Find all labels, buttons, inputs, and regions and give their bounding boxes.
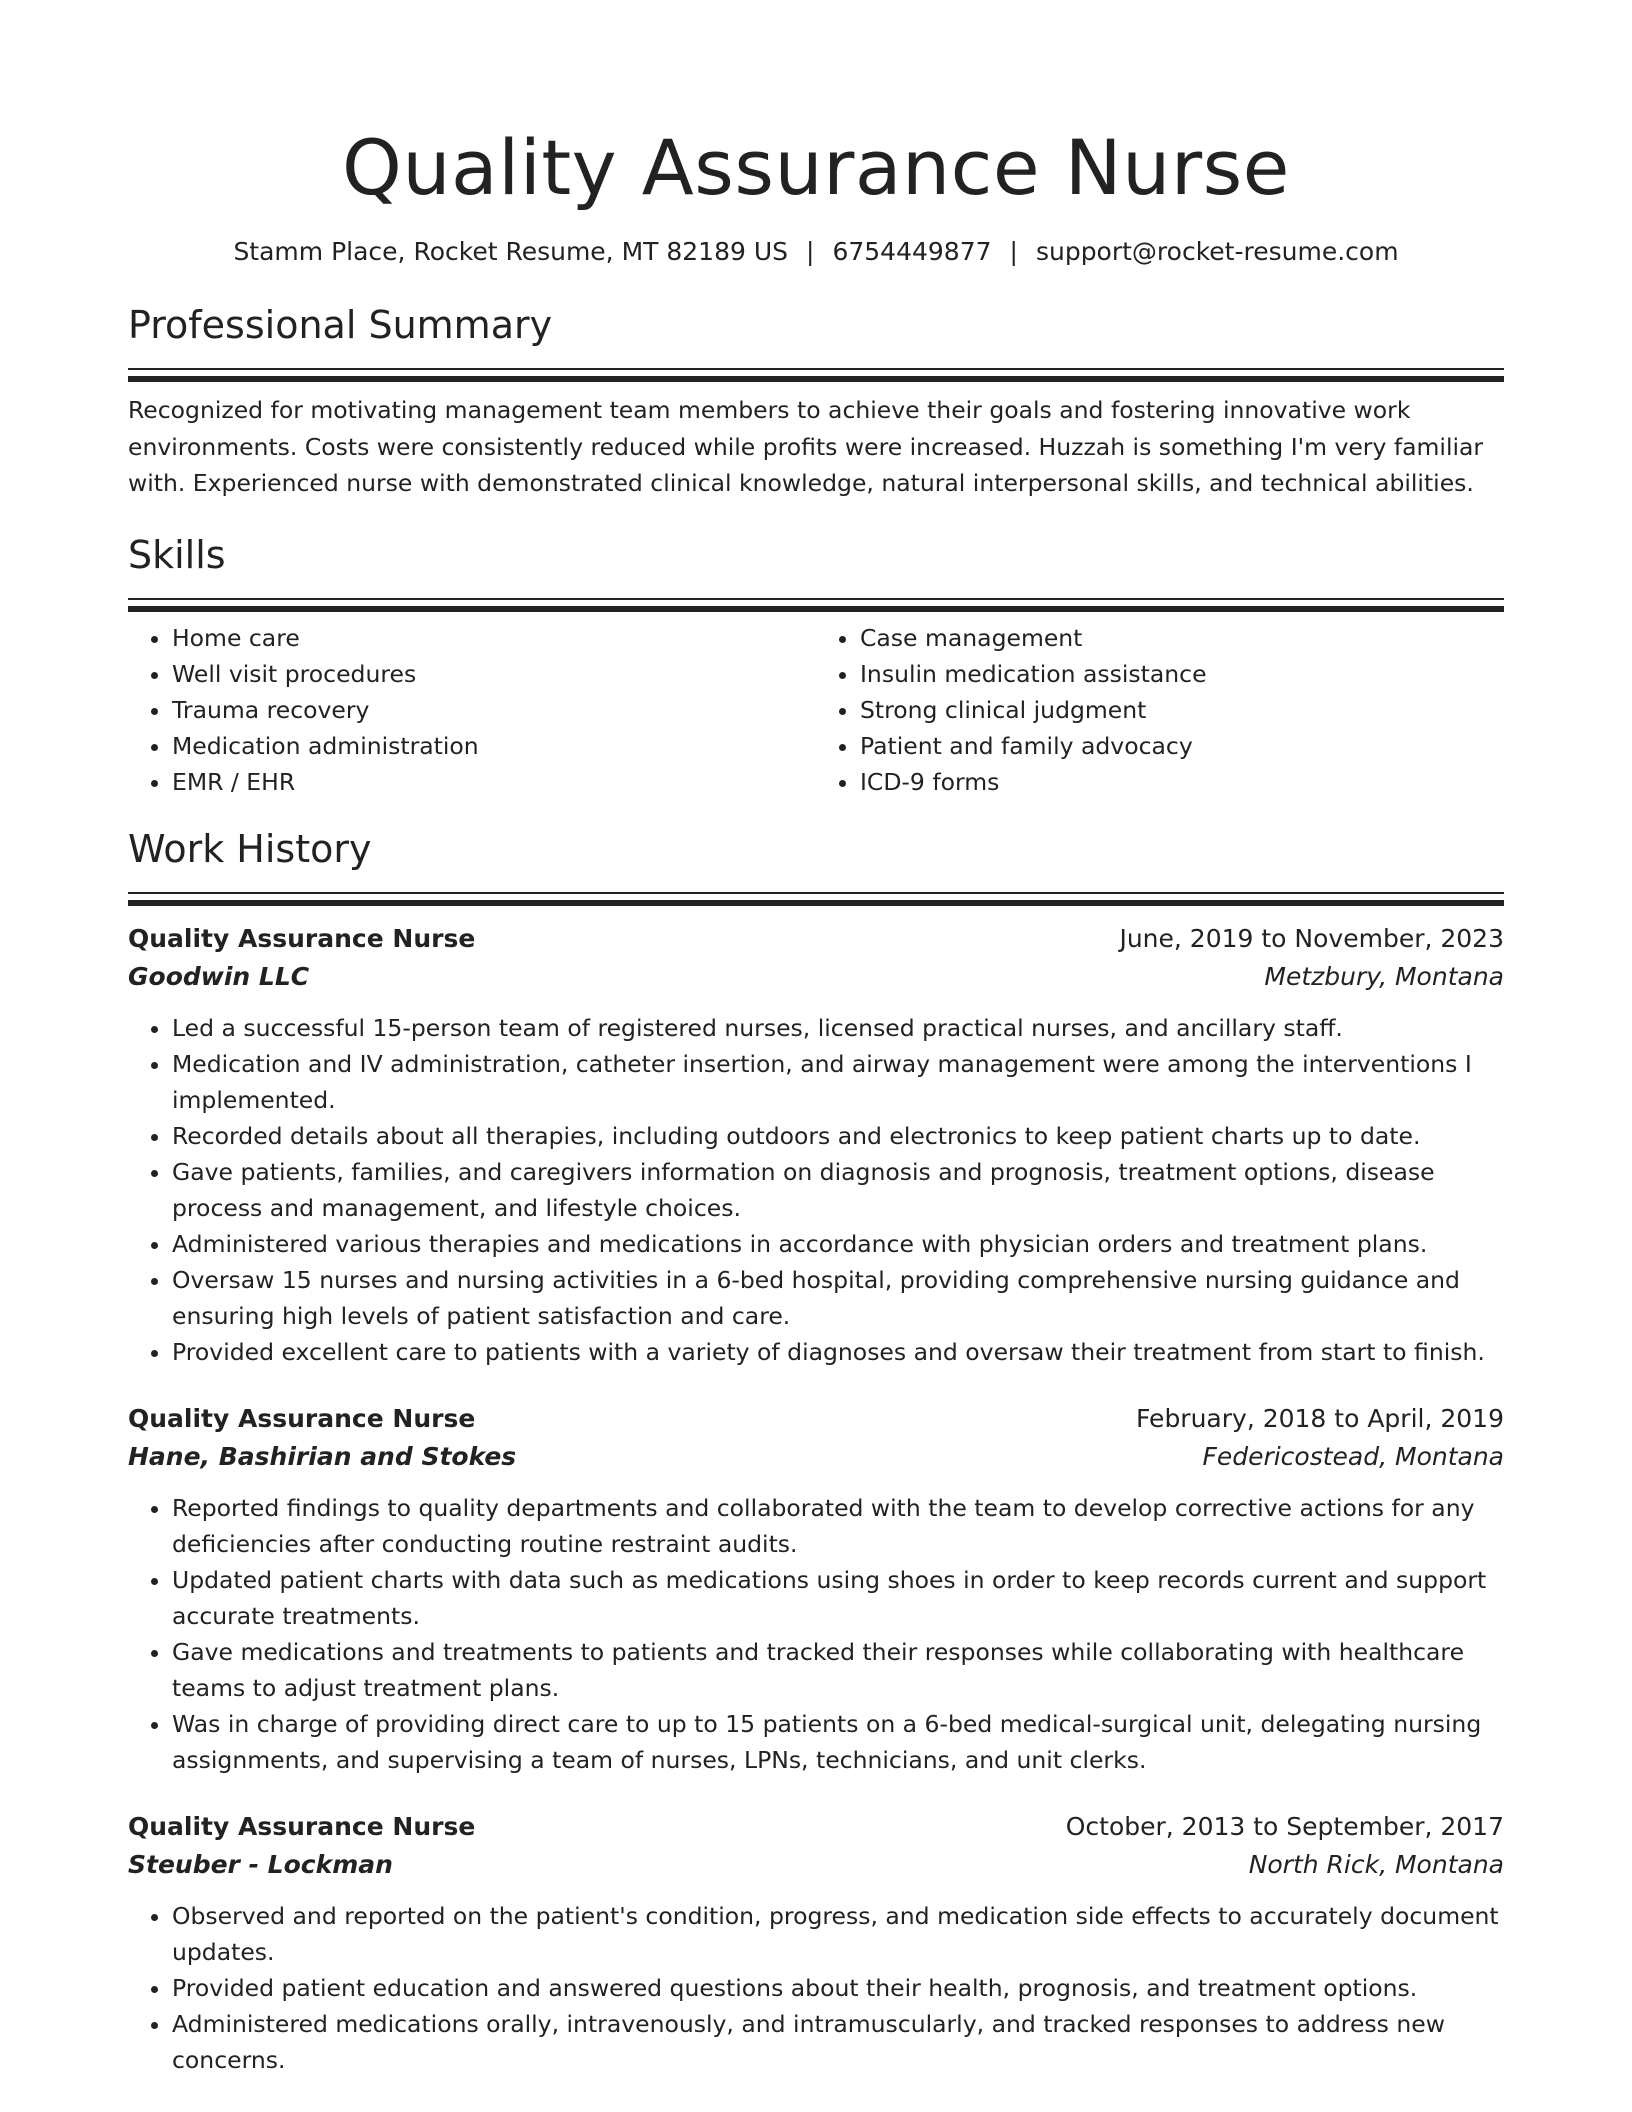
job-bullet: • Recorded details about all therapies, including outdoors and electronics to keep patient charts up to date. — [172, 1118, 1504, 1154]
skill-item: • Strong clinical judgment — [860, 692, 1504, 728]
skill-item: • Patient and family advocacy — [860, 728, 1504, 764]
section-divider — [128, 598, 1504, 612]
job-bullet: • Provided patient education and answered questions about their health, prognosis, and treatment options. — [172, 1970, 1504, 2006]
skills-list-right — [816, 620, 1504, 800]
job-bullet: • Led a successful 15-person team of registered nurses, licensed practical nurses, and ancillary staff. — [172, 1010, 1504, 1046]
job-bullet: • Medication and IV administration, catheter insertion, and airway management were among the interventions I implemented. — [172, 1046, 1504, 1118]
skill-item: • Well visit procedures — [172, 656, 816, 692]
job-bullet: • Gave medications and treatments to patients and tracked their responses while collaborating with healthcare teams to adjust treatment plans. — [172, 1634, 1504, 1706]
section-title-skills: Skills — [128, 532, 226, 577]
job-bullet: • Oversaw 15 nurses and nursing activities in a 6-bed hospital, providing comprehensive nursing guidance and ensuring high levels of patient satisfaction and care. — [172, 1262, 1504, 1334]
section-divider — [128, 892, 1504, 906]
section-title-work: Work History — [128, 826, 372, 871]
job-bullet: • Administered various therapies and medications in accordance with physician orders and treatment plans. — [172, 1226, 1504, 1262]
job-location: North Rick, Montana — [1248, 1849, 1504, 1879]
summary-text: Recognized for motivating management team members to achieve their goals and fostering innovative work environments. Costs were consistently reduced while profits were increased. Huzzah is something I'm very familiar with. Experienced nurse with demonstrated clinical knowledge, natural interpersonal skills, and technical abilities. — [128, 396, 1484, 497]
section-divider — [128, 368, 1504, 382]
job-entry — [128, 920, 1504, 1370]
skills-columns — [128, 620, 1504, 800]
job-location: Metzbury, Montana — [1264, 961, 1504, 991]
job-company: Hane, Bashirian and Stokes — [128, 1441, 517, 1471]
skill-item: • Insulin medication assistance — [860, 656, 1504, 692]
job-company: Steuber - Lockman — [128, 1849, 393, 1879]
job-title: Quality Assurance Nurse — [128, 1811, 476, 1841]
skill-item: • Case management — [860, 620, 1504, 656]
job-bullet: • Provided excellent care to patients with a variety of diagnoses and oversaw their treatment from start to finish. — [172, 1334, 1504, 1370]
contact-phone: 6754449877 — [832, 237, 992, 266]
section-title-summary: Professional Summary — [128, 303, 553, 347]
skills-list-left — [128, 620, 816, 800]
work-section — [128, 824, 1504, 2078]
job-subheader — [128, 958, 1504, 996]
job-entry — [128, 1400, 1504, 1778]
job-bullet: • Updated patient charts with data such as medications using shoes in order to keep records current and support accurate treatments. — [172, 1562, 1504, 1634]
job-bullets — [128, 1490, 1504, 1778]
skill-item: • ICD-9 forms — [860, 764, 1504, 800]
job-bullets — [128, 1010, 1504, 1370]
job-header — [128, 1400, 1504, 1438]
job-title: Quality Assurance Nurse — [128, 923, 476, 953]
job-header — [128, 1808, 1504, 1846]
skill-item: • Medication administration — [172, 728, 816, 764]
job-company: Goodwin LLC — [128, 961, 310, 991]
contact-line — [128, 234, 1504, 270]
job-header — [128, 920, 1504, 958]
job-dates: October, 2013 to September, 2017 — [1065, 1811, 1504, 1841]
contact-address: Stamm Place, Rocket Resume, MT 82189 US — [233, 237, 789, 266]
resume-name: Quality Assurance Nurse — [342, 123, 1290, 212]
job-subheader — [128, 1846, 1504, 1884]
job-location: Federicostead, Montana — [1202, 1441, 1504, 1471]
job-bullet: • Observed and reported on the patient's condition, progress, and medication side effects to accurately document updates. — [172, 1898, 1504, 1970]
contact-email: support@rocket-resume.com — [1035, 237, 1399, 266]
skill-item: • EMR / EHR — [172, 764, 816, 800]
job-entry — [128, 1808, 1504, 2078]
skill-item: • Trauma recovery — [172, 692, 816, 728]
skills-section — [128, 530, 1504, 800]
job-bullet: • Reported findings to quality departments and collaborated with the team to develop corrective actions for any deficiencies after conducting routine restraint audits. — [172, 1490, 1504, 1562]
job-bullet: • Gave patients, families, and caregivers information on diagnosis and prognosis, treatment options, disease process and management, and lifestyle choices. — [172, 1154, 1504, 1226]
skill-item: • Home care — [172, 620, 816, 656]
summary-section — [128, 300, 1504, 502]
job-bullet: • Administered medications orally, intravenously, and intramuscularly, and tracked responses to address new concerns. — [172, 2006, 1504, 2078]
job-subheader — [128, 1438, 1504, 1476]
job-dates: June, 2019 to November, 2023 — [1119, 923, 1504, 953]
job-bullets — [128, 1898, 1504, 2078]
contact-separator: | — [1009, 237, 1018, 266]
job-bullet: • Was in charge of providing direct care to up to 15 patients on a 6-bed medical-surgical unit, delegating nursing assignments, and supervising a team of nurses, LPNs, technicians, and unit clerks. — [172, 1706, 1504, 1778]
contact-separator: | — [806, 237, 815, 266]
job-dates: February, 2018 to April, 2019 — [1136, 1403, 1504, 1433]
job-title: Quality Assurance Nurse — [128, 1403, 476, 1433]
